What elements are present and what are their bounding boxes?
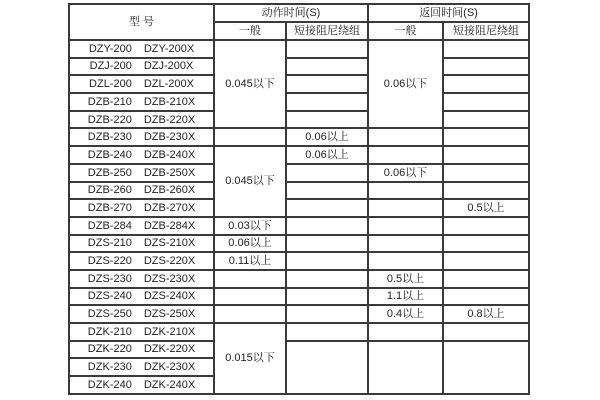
header-return-time: 返回时间(S) bbox=[368, 4, 529, 22]
model-cell bbox=[69, 305, 214, 323]
table-row bbox=[69, 217, 529, 235]
act-damped-cell bbox=[286, 270, 368, 288]
model-cell bbox=[69, 235, 214, 253]
model-cell bbox=[69, 182, 214, 200]
act-damped-cell bbox=[286, 252, 368, 270]
model-name: DZK-210 bbox=[87, 325, 132, 338]
act-damped-cell: 0.06以上 bbox=[286, 128, 368, 146]
act-general-cell: 0.015以下 bbox=[214, 323, 286, 394]
table-row bbox=[69, 111, 529, 129]
act-damped-cell bbox=[286, 111, 368, 129]
act-general-cell: 0.045以下 bbox=[214, 146, 286, 217]
table-row bbox=[69, 252, 529, 270]
act-damped-cell bbox=[286, 164, 368, 182]
model-name: DZB-220 bbox=[87, 113, 132, 126]
table-row bbox=[69, 40, 529, 58]
model-name: DZK-240 bbox=[87, 378, 132, 391]
act-damped-cell bbox=[286, 217, 368, 235]
act-damped-cell bbox=[286, 305, 368, 323]
model-cell bbox=[69, 75, 214, 93]
ret-damped-cell bbox=[443, 341, 529, 394]
model-name: DZS-210 bbox=[87, 237, 132, 250]
table-row bbox=[69, 182, 529, 200]
model-name: DZL-200X bbox=[143, 78, 194, 91]
model-name: DZB-220X bbox=[143, 113, 196, 126]
ret-damped-cell bbox=[443, 235, 529, 253]
model-name: DZS-220X bbox=[143, 255, 196, 268]
model-name: DZY-200 bbox=[88, 42, 132, 55]
header-model: 型 号 bbox=[69, 4, 214, 40]
model-name: DZK-240X bbox=[143, 378, 196, 391]
act-general-cell: 0.06以上 bbox=[214, 235, 286, 253]
model-name: DZS-230X bbox=[143, 272, 196, 285]
act-damped-cell bbox=[286, 235, 368, 253]
model-cell bbox=[69, 111, 214, 129]
model-cell bbox=[69, 93, 214, 111]
model-cell bbox=[69, 199, 214, 217]
model-name: DZS-220 bbox=[87, 255, 132, 268]
act-damped-cell bbox=[286, 75, 368, 93]
header-return-damped: 短接阻尼绕组 bbox=[443, 22, 529, 40]
model-name: DZS-230 bbox=[87, 272, 132, 285]
model-cell bbox=[69, 40, 214, 58]
ret-damped-cell bbox=[443, 164, 529, 182]
model-name: DZB-270X bbox=[143, 201, 196, 214]
act-general-cell bbox=[214, 288, 286, 306]
header-action-general: 一般 bbox=[214, 22, 286, 40]
act-damped-cell bbox=[286, 93, 368, 111]
model-name: DZS-250 bbox=[87, 308, 132, 321]
table-row bbox=[69, 305, 529, 323]
act-damped-cell bbox=[286, 58, 368, 76]
model-cell bbox=[69, 358, 214, 376]
ret-damped-cell bbox=[443, 288, 529, 306]
model-name: DZS-210X bbox=[143, 237, 196, 250]
model-name: DZJ-200X bbox=[143, 60, 194, 73]
ret-general-cell bbox=[368, 341, 443, 394]
model-name: DZK-220X bbox=[143, 343, 196, 356]
model-name: DZB-260 bbox=[87, 184, 132, 197]
model-cell bbox=[69, 58, 214, 76]
model-name: DZS-240X bbox=[143, 290, 196, 303]
table-header bbox=[69, 4, 529, 40]
ret-damped-cell bbox=[443, 58, 529, 76]
ret-damped-cell bbox=[443, 270, 529, 288]
model-name: DZK-230X bbox=[143, 361, 196, 374]
model-name: DZB-230X bbox=[143, 131, 196, 144]
model-name: DZK-210X bbox=[143, 325, 196, 338]
ret-general-cell bbox=[368, 199, 443, 217]
ret-general-cell bbox=[368, 128, 443, 146]
ret-damped-cell bbox=[443, 128, 529, 146]
table-row bbox=[69, 235, 529, 253]
model-cell bbox=[69, 288, 214, 306]
ret-general-cell bbox=[368, 323, 443, 341]
act-damped-cell bbox=[286, 288, 368, 306]
act-general-cell bbox=[214, 305, 286, 323]
relay-spec-table bbox=[68, 3, 530, 395]
ret-damped-cell bbox=[443, 323, 529, 341]
act-damped-cell bbox=[286, 40, 368, 58]
table-row bbox=[69, 128, 529, 146]
act-damped-cell bbox=[286, 182, 368, 200]
ret-damped-cell bbox=[443, 40, 529, 58]
ret-damped-cell bbox=[443, 217, 529, 235]
model-cell bbox=[69, 323, 214, 341]
act-general-cell bbox=[214, 270, 286, 288]
model-name: DZK-220 bbox=[87, 343, 132, 356]
ret-damped-cell bbox=[443, 111, 529, 129]
model-cell bbox=[69, 128, 214, 146]
table-row bbox=[69, 323, 529, 341]
ret-damped-cell bbox=[443, 252, 529, 270]
header-action-damped: 短接阻尼绕组 bbox=[286, 22, 368, 40]
table-row bbox=[69, 270, 529, 288]
ret-general-cell: 0.5以上 bbox=[368, 270, 443, 288]
model-cell bbox=[69, 217, 214, 235]
table-row bbox=[69, 146, 529, 164]
model-name: DZB-284X bbox=[143, 219, 196, 232]
model-cell bbox=[69, 376, 214, 394]
table-row bbox=[69, 75, 529, 93]
ret-damped-cell: 0.5以上 bbox=[443, 199, 529, 217]
model-cell bbox=[69, 252, 214, 270]
model-name: DZB-284 bbox=[87, 219, 132, 232]
ret-general-cell bbox=[368, 235, 443, 253]
model-name: DZY-200X bbox=[143, 42, 195, 55]
act-damped-cell: 0.06以上 bbox=[286, 146, 368, 164]
table-row bbox=[69, 341, 529, 359]
model-name: DZB-210 bbox=[87, 95, 132, 108]
ret-general-cell: 1.1以上 bbox=[368, 288, 443, 306]
table-row bbox=[69, 93, 529, 111]
table-body bbox=[69, 40, 529, 394]
ret-damped-cell bbox=[443, 182, 529, 200]
act-general-cell: 0.03以下 bbox=[214, 217, 286, 235]
model-name: DZJ-200 bbox=[89, 60, 132, 73]
model-name: DZB-210X bbox=[143, 95, 196, 108]
model-name: DZS-250X bbox=[143, 308, 196, 321]
header-return-general: 一般 bbox=[368, 22, 443, 40]
ret-general-cell: 0.06以下 bbox=[368, 164, 443, 182]
model-name: DZB-230 bbox=[87, 131, 132, 144]
model-name: DZB-270 bbox=[87, 201, 132, 214]
header-action-time: 动作时间(S) bbox=[214, 4, 368, 22]
act-general-cell: 0.11以上 bbox=[214, 252, 286, 270]
ret-damped-cell: 0.8以上 bbox=[443, 305, 529, 323]
ret-general-cell bbox=[368, 217, 443, 235]
act-damped-cell bbox=[286, 341, 368, 394]
ret-general-cell: 0.06以下 bbox=[368, 40, 443, 128]
model-name: DZB-240 bbox=[87, 148, 132, 161]
act-general-cell: 0.045以下 bbox=[214, 40, 286, 128]
model-name: DZS-240 bbox=[87, 290, 132, 303]
model-name: DZB-250 bbox=[87, 166, 132, 179]
ret-general-cell bbox=[368, 252, 443, 270]
model-name: DZB-260X bbox=[143, 184, 196, 197]
act-damped-cell bbox=[286, 323, 368, 341]
table-row bbox=[69, 164, 529, 182]
ret-general-cell: 0.4以上 bbox=[368, 305, 443, 323]
act-damped-cell bbox=[286, 199, 368, 217]
table-row bbox=[69, 288, 529, 306]
ret-general-cell bbox=[368, 182, 443, 200]
act-general-cell bbox=[214, 128, 286, 146]
table-row bbox=[69, 199, 529, 217]
model-cell bbox=[69, 270, 214, 288]
ret-damped-cell bbox=[443, 146, 529, 164]
model-cell bbox=[69, 164, 214, 182]
model-name: DZB-250X bbox=[143, 166, 196, 179]
table-row bbox=[69, 58, 529, 76]
ret-damped-cell bbox=[443, 93, 529, 111]
model-name: DZB-240X bbox=[143, 148, 196, 161]
ret-damped-cell bbox=[443, 75, 529, 93]
ret-general-cell bbox=[368, 146, 443, 164]
model-cell bbox=[69, 341, 214, 359]
model-name: DZK-230 bbox=[87, 361, 132, 374]
model-cell bbox=[69, 146, 214, 164]
model-name: DZL-200 bbox=[89, 78, 132, 91]
